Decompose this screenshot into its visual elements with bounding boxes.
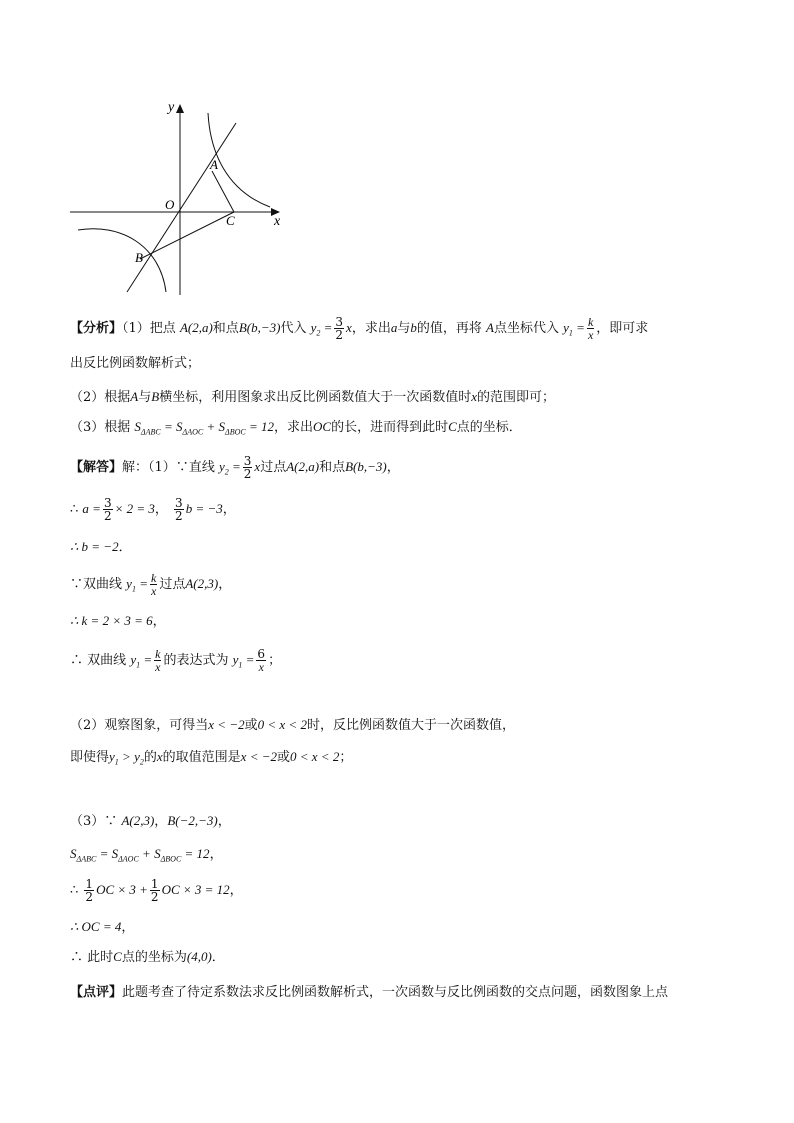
text: 时，反比例函数值大于一次函数值，	[306, 718, 515, 733]
math: A(2,a)	[286, 459, 320, 474]
math: (4,0)	[186, 949, 212, 964]
text: 的取值范围是	[162, 750, 241, 765]
math: 0 < x < 2	[290, 749, 340, 764]
text: ，	[218, 577, 232, 592]
fraction: $\frac{3}{2}$	[243, 454, 252, 481]
math: ∴	[70, 950, 84, 965]
text: 过点	[159, 577, 186, 592]
math: $y_1$ =	[563, 320, 585, 338]
fraction: $\frac{1}{2}$	[85, 877, 94, 904]
math: x < −2	[240, 749, 277, 764]
text: ；	[268, 653, 282, 668]
answer-line-10	[70, 845, 223, 869]
math: A(2,3)	[185, 576, 219, 591]
text: ．	[211, 950, 225, 965]
comment-tag: 【点评】	[70, 985, 123, 1000]
math: x	[471, 389, 477, 404]
math: $S_{\Delta ABC} = S_{\Delta AOC} + S_{\Delta BOC} = 12$	[134, 419, 274, 437]
linear-function-line	[127, 123, 236, 292]
math: ∴	[70, 502, 79, 517]
text: 双曲线	[83, 577, 123, 592]
text: （2）观察图象，可得当	[70, 718, 209, 733]
math: $S_{\Delta ABC} = S_{\Delta AOC} + S_{\Delta BOC} = 12$	[70, 846, 210, 864]
label-B: B	[135, 250, 143, 265]
text: （2）根据	[70, 390, 131, 405]
text: ，	[152, 614, 166, 629]
math: B	[151, 389, 160, 404]
math: OC	[313, 419, 332, 434]
fraction: $\frac{3}{2}$	[335, 315, 344, 342]
answer-line-7	[70, 716, 515, 735]
text: 与	[397, 321, 411, 336]
math: a	[390, 320, 398, 335]
fraction: $\frac{6}{x}$	[257, 647, 266, 674]
math: A(2,3)	[121, 813, 155, 828]
label-C: C	[226, 213, 235, 228]
math: B(b,−3)	[345, 459, 387, 474]
math: OC × 3 +	[96, 882, 148, 897]
label-y: y	[168, 100, 175, 115]
text: 此时	[87, 950, 114, 965]
text: ，	[154, 814, 168, 829]
math: ∴ OC = 4	[70, 919, 122, 934]
text: 即使得	[70, 750, 110, 765]
math: ∴	[70, 883, 79, 898]
text: 或	[244, 718, 258, 733]
text: 与	[138, 390, 152, 405]
answer-line-9	[70, 812, 231, 831]
answer-line-6	[70, 648, 281, 675]
math: $y_2$ =	[310, 320, 333, 338]
text: 出反比例函数解析式；	[70, 356, 201, 371]
math: × 2 = 3	[114, 501, 155, 516]
text: ．	[118, 540, 132, 555]
text: 过点	[260, 460, 287, 475]
fraction: $\frac{k}{x}$	[587, 315, 594, 342]
text: ；	[339, 750, 353, 765]
fraction: $\frac{k}{x}$	[150, 571, 157, 598]
math: A	[130, 389, 139, 404]
text: 的值，再将	[416, 321, 482, 336]
label-O: O	[165, 197, 175, 212]
text: 的	[143, 750, 157, 765]
math: C	[113, 949, 122, 964]
segment-BC	[140, 212, 234, 259]
text: 或	[277, 750, 291, 765]
math: ∴ k = 2 × 3 = 6	[70, 613, 153, 628]
math: ∵	[104, 814, 118, 829]
text: 的范围即可；	[477, 390, 556, 405]
fraction: $\frac{1}{2}$	[150, 877, 159, 904]
coordinate-figure	[60, 95, 300, 300]
text: 点的坐标．	[456, 420, 522, 435]
answer-tag: 【解答】	[70, 460, 123, 475]
answer-line-12	[70, 918, 134, 937]
answer-line-1	[70, 455, 400, 482]
text: ，求出	[351, 321, 391, 336]
analysis-line-1-cont	[70, 355, 200, 373]
text: 和点	[319, 460, 346, 475]
text: ，	[217, 814, 231, 829]
label-A: A	[210, 157, 218, 172]
text: （3）	[70, 814, 105, 829]
text: 的长，进而得到此时	[331, 420, 449, 435]
comment-text: 此题考查了待定系数法求反比例函数解析式，一次函数与反比例函数的交点问题，函数图象上点	[122, 985, 669, 1000]
text: 双曲线	[87, 653, 127, 668]
math: x	[156, 749, 163, 764]
fraction: $\frac{3}{2}$	[103, 496, 112, 523]
hyperbola-branch-lower	[78, 229, 166, 292]
answer-line-13	[70, 948, 225, 967]
text: ，	[209, 847, 223, 862]
text: ，	[222, 502, 236, 517]
math: b	[410, 320, 417, 335]
comment-line	[70, 984, 668, 1002]
math: $y_1 > y_2$	[109, 749, 144, 767]
text: ，	[229, 883, 243, 898]
text: 的表达式为	[163, 653, 229, 668]
math: B(−2,−3)	[167, 813, 218, 828]
analysis-line-1	[70, 316, 648, 343]
answer-line-11	[70, 878, 243, 903]
math: ∴	[70, 653, 84, 668]
math: ∵	[70, 577, 84, 592]
fraction: $\frac{3}{2}$	[175, 496, 183, 523]
text: ，即可求	[596, 321, 649, 336]
text: ，	[121, 920, 135, 935]
math: OC × 3 = 12	[161, 882, 230, 897]
math: 0 < x < 2	[257, 717, 307, 732]
math: ∵	[175, 460, 189, 475]
math: x < −2	[208, 717, 245, 732]
text: ，	[386, 460, 400, 475]
answer-line-8	[70, 748, 352, 772]
text: ，求出	[273, 420, 313, 435]
text: 解：（1）	[122, 460, 176, 475]
math: x	[254, 459, 261, 474]
math: A(2,a)	[179, 320, 213, 335]
text: 横坐标，利用图象求出反比例函数值大于一次函数值时	[159, 390, 472, 405]
text: （3）根据	[70, 420, 131, 435]
math: A	[486, 320, 494, 335]
answer-line-4	[70, 572, 231, 599]
math: ∴ b = −2	[70, 539, 119, 554]
label-x: x	[274, 214, 281, 229]
math: B(b,−3)	[238, 320, 281, 335]
text: 点坐标代入	[493, 321, 559, 336]
answer-line-5	[70, 612, 166, 631]
answer-line-3	[70, 538, 132, 557]
text: ，	[154, 502, 168, 517]
analysis-line-3	[70, 418, 522, 442]
math: $y_1$ =	[130, 652, 153, 670]
fraction: $\frac{k}{x}$	[155, 647, 161, 674]
y-axis-arrow	[176, 104, 184, 113]
analysis-tag: 【分析】	[70, 321, 123, 336]
math: $y_1$ =	[232, 652, 255, 670]
text: 代入	[280, 321, 307, 336]
math: b = −3	[185, 501, 223, 516]
text: 点的坐标为	[121, 950, 187, 965]
math: C	[448, 419, 457, 434]
math: $y_1$ =	[126, 576, 148, 594]
segment-AC	[212, 171, 234, 212]
answer-line-2	[70, 497, 236, 522]
text: 和点	[212, 321, 239, 336]
analysis-line-2	[70, 388, 555, 407]
math: $y_2$ =	[218, 459, 241, 477]
text: （1）把点	[122, 321, 176, 336]
math: x	[346, 320, 352, 335]
math: a =	[82, 501, 101, 516]
text: 直线	[188, 460, 215, 475]
